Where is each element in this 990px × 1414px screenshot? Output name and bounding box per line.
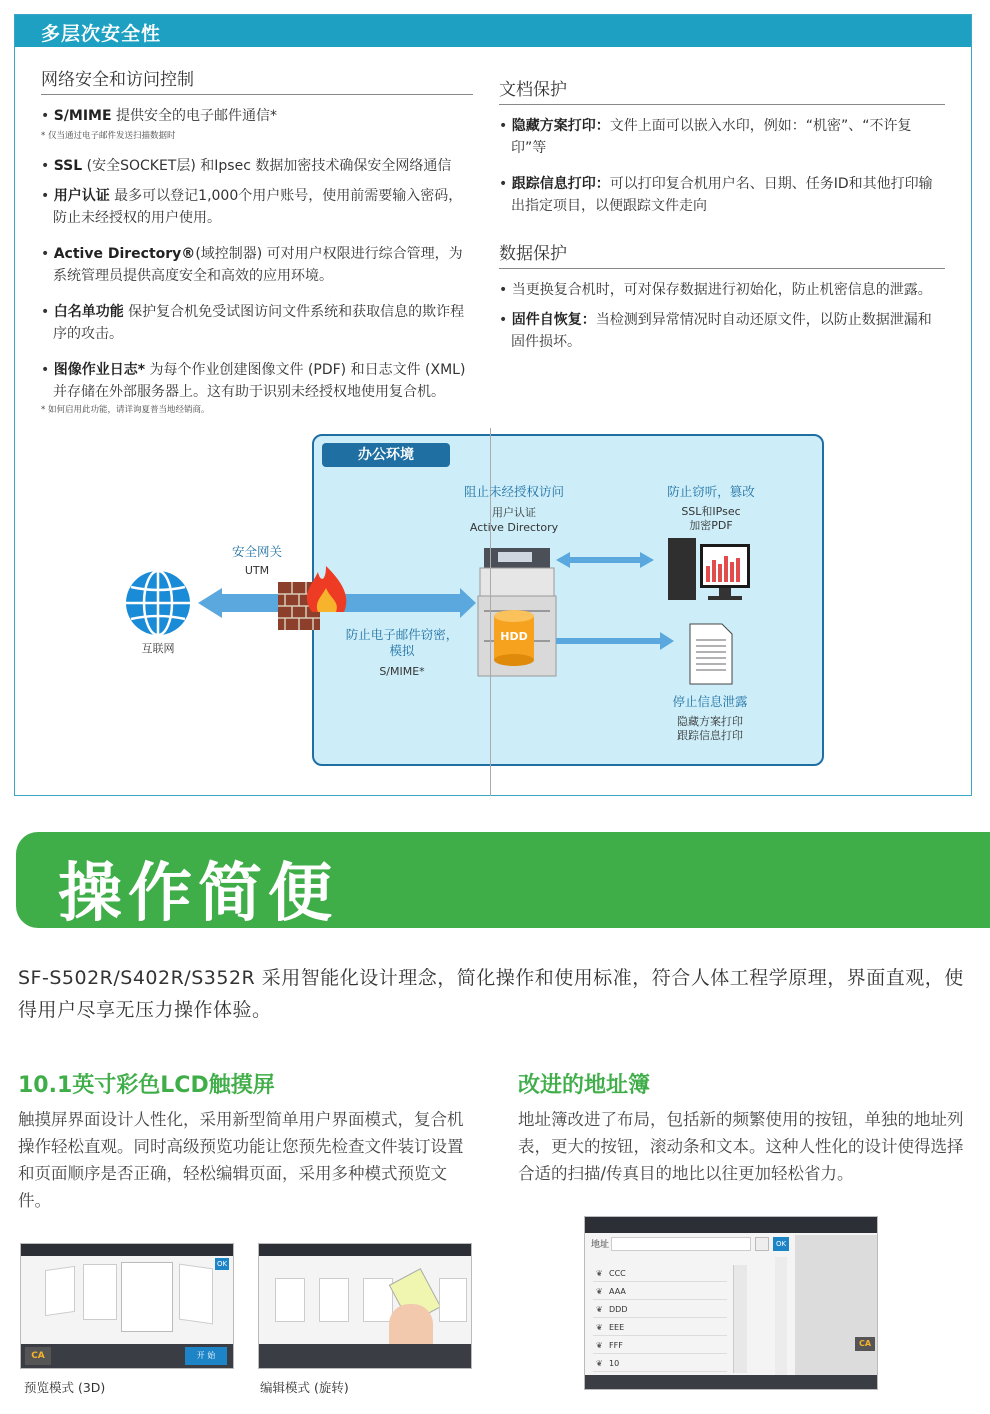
index-column[interactable] — [775, 1257, 787, 1377]
edit-mode-screenshot — [258, 1243, 472, 1369]
hdd-label: HDD — [500, 630, 528, 643]
leak-sub2: 跟踪信息打印 — [677, 729, 743, 742]
ok-button[interactable]: OK — [773, 1237, 789, 1251]
address-row[interactable]: ❦ EEE — [593, 1319, 727, 1336]
double-arrow-icon — [556, 552, 654, 568]
network-item: • S/MIME 提供安全的电子邮件通信* — [41, 108, 278, 124]
note-smime: * 仅当通过电子邮件发送扫描数据时 — [41, 131, 176, 141]
security-title: 多层次安全性 — [41, 23, 162, 45]
address-feature-title: 改进的地址簿 — [518, 1073, 651, 1098]
ca-button[interactable]: CA — [855, 1337, 875, 1351]
block-sub1: 用户认证 — [492, 506, 536, 519]
page-thumbnail — [121, 1262, 173, 1332]
fire-icon — [307, 566, 346, 612]
address-row[interactable]: ❦ DDD — [593, 1301, 727, 1318]
screen-bottombar — [259, 1344, 471, 1368]
data-item: • 固件自恢复：当检测到异常情况时自动还原文件，以防止数据泄漏和固件损坏。 — [499, 312, 932, 350]
right-panel — [795, 1235, 877, 1375]
eaves-sub1: SSL和IPsec — [681, 505, 741, 518]
document-icon — [690, 624, 732, 684]
page-thumbnail — [319, 1278, 349, 1322]
mail-title-1: 防止电子邮件窃密， — [345, 627, 459, 642]
network-item: • Active Directory®(域控制器) 可对用户权限进行综合管理，为系统管理员提供高度安全和高效的应用环境。 — [41, 246, 463, 284]
network-item: • 白名单功能 保护复合机免受试图访问文件系统和获取信息的欺诈程序的攻击。 — [41, 304, 465, 342]
mail-sub: S/MIME* — [379, 665, 425, 678]
operation-title: 操作简便 — [58, 857, 338, 931]
gateway-sub: UTM — [244, 564, 270, 577]
network-item: • 图像作业日志* 为每个作业创建图像文件 (PDF) 和日志文件 (XML) 并存储在外部服务器上。这有助于识别未经授权地使用复合机。 — [41, 362, 466, 400]
screen-topbar — [585, 1217, 877, 1233]
screen-topbar — [21, 1244, 233, 1256]
block-title: 阻止未经授权访问 — [463, 484, 564, 499]
network-item: • SSL (安全SOCKET层) 和Ipsec 数据加密技术确保安全网络通信 — [41, 158, 452, 174]
eaves-sub2: 加密PDF — [689, 519, 733, 532]
scrollbar[interactable] — [733, 1265, 747, 1373]
preview-caption: 预览模式 (3D) — [24, 1380, 106, 1395]
block-sub2: Active Directory — [469, 521, 559, 534]
computer-icon — [668, 538, 750, 600]
page-thumbnail — [83, 1264, 117, 1320]
screen-topbar — [259, 1244, 471, 1256]
ok-button[interactable]: OK — [216, 1260, 228, 1268]
doc-protection-title: 文档保护 — [499, 75, 945, 105]
address-label: 地址 — [591, 1240, 610, 1250]
address-feature-body: 地址簿改进了布局，包括新的频繁使用的按钮，单独的地址列表，更大的按钮，滚动条和文本。这种人性化的设计使得选择合适的扫描/传真目的地比以往更加轻松省力。 — [518, 1110, 964, 1183]
lcd-feature-title: 10.1英寸彩色LCD触摸屏 — [18, 1073, 275, 1098]
eaves-title: 防止窃听，篡改 — [667, 484, 755, 499]
address-row[interactable]: ❦ 10 — [593, 1355, 727, 1372]
doc-item: • 隐藏方案打印：文件上面可以嵌入水印，例如：“机密”、“不许复印”等 — [499, 118, 912, 156]
globe-icon — [126, 571, 190, 635]
doc-item: • 跟踪信息打印：可以打印复合机用户名、日期、任务ID和其他打印输出指定项目，以便跟踪文件走向 — [499, 176, 933, 214]
network-section-title: 网络安全和访问控制 — [41, 65, 473, 95]
right-arrow-icon — [556, 632, 674, 650]
page-thumbnail — [439, 1278, 467, 1322]
office-environment-label: 办公环境 — [322, 443, 450, 467]
note-imagelog: * 如何启用此功能，请详询夏普当地经销商。 — [41, 405, 210, 415]
page-thumbnail — [45, 1266, 75, 1316]
data-protection-title: 数据保护 — [499, 239, 945, 269]
lcd-feature-body: 触摸屏界面设计人性化，采用新型简单用户界面模式，复合机操作轻松直观。同时高级预览功能让您预先检查文件装订设置和页面顺序是否正确，轻松编辑页面，采用多种模式预览文件。 — [18, 1110, 464, 1210]
internet-label: 互联网 — [141, 642, 175, 655]
address-row[interactable]: ❦ CCC — [593, 1265, 727, 1282]
page-thumbnail — [179, 1264, 213, 1325]
ca-button[interactable]: CA — [25, 1347, 51, 1365]
leak-sub1: 隐藏方案打印 — [677, 715, 743, 728]
screen-bottombar — [585, 1375, 877, 1389]
address-row[interactable]: ❦ FFF — [593, 1337, 727, 1354]
address-book-screenshot — [584, 1216, 878, 1390]
search-field[interactable] — [611, 1237, 751, 1251]
leak-title: 停止信息泄露 — [672, 694, 748, 709]
edit-caption: 编辑模式 (旋转) — [260, 1380, 349, 1395]
search-icon[interactable] — [755, 1237, 769, 1251]
network-item: • 用户认证 最多可以登记1,000个用户账号，使用前需要输入密码，防止未经授权的用户使用。 — [41, 188, 463, 226]
operation-banner — [16, 832, 990, 931]
mail-title-2: 模拟 — [389, 643, 415, 658]
address-row[interactable]: ❦ AAA — [593, 1283, 727, 1300]
gateway-title: 安全网关 — [231, 544, 282, 559]
page-thumbnail — [275, 1278, 305, 1322]
start-button[interactable]: 开 始 — [185, 1347, 227, 1365]
preview-mode-screenshot — [20, 1243, 234, 1369]
operation-intro: SF-S502R/S402R/S352R 采用智能化设计理念，简化操作和使用标准，符合人体工程学原理，界面直观，使得用户尽享无压力操作体验。 — [18, 967, 964, 1021]
data-item: • 当更换复合机时，可对保存数据进行初始化，防止机密信息的泄露。 — [499, 282, 932, 298]
